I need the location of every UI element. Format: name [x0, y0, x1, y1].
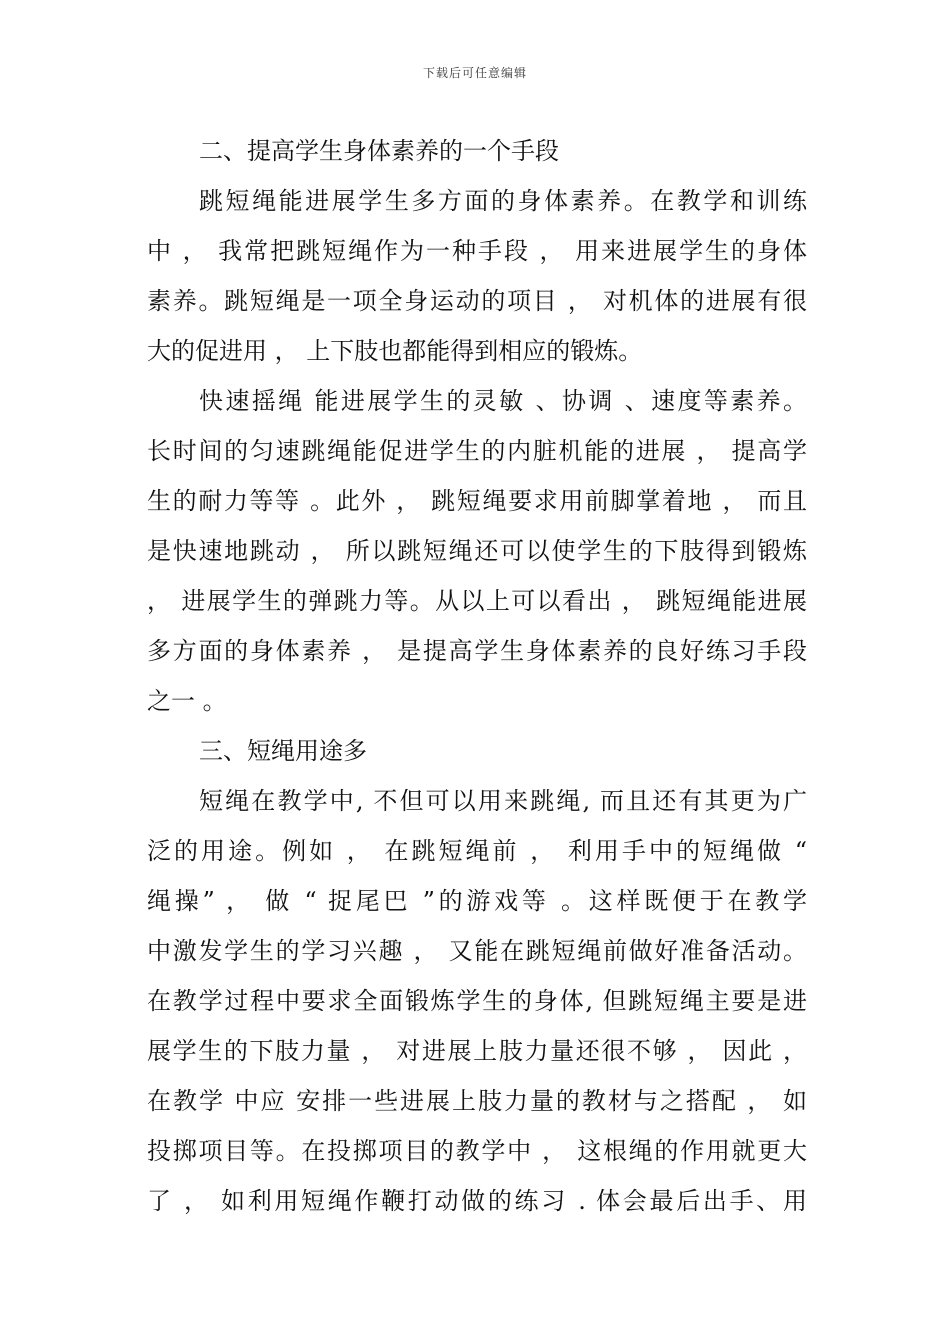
paragraph-line: 投掷项目等。在投掷项目的教学中 ， 这根绳的作用就更大: [147, 1137, 807, 1165]
paragraph-line: 绳操” ， 做 “ 捉尾巴 ”的游戏等 。这样既便于在教学: [147, 887, 807, 915]
paragraph-line: ， 进展学生的弹跳力等。从以上可以看出 ， 跳短绳能进展: [147, 587, 807, 615]
page-header: 下载后可任意编辑: [422, 66, 527, 80]
paragraph-line: 展学生的下肢力量 ， 对进展上肢力量还很不够 ， 因此 ，: [147, 1037, 807, 1065]
document-body: [147, 126, 807, 1226]
section-heading-2: 二、提高学生身体素养的一个手段: [199, 137, 559, 165]
paragraph-line: 之一 。: [147, 687, 227, 715]
paragraph-line: 短绳在教学中, 不但可以用来跳绳, 而且还有其更为广: [199, 787, 807, 815]
section-heading-3: 三、短绳用途多: [199, 737, 367, 765]
paragraph-line: 泛的用途。例如 ， 在跳短绳前 ， 利用手中的短绳做 “: [147, 837, 807, 865]
paragraph-line: 是快速地跳动 ， 所以跳短绳还可以使学生的下肢得到锻炼: [147, 537, 807, 565]
paragraph-line: 在教学过程中要求全面锻炼学生的身体, 但跳短绳主要是进: [147, 987, 807, 1015]
paragraph-line: 跳短绳能进展学生多方面的身体素养。在教学和训练: [199, 187, 807, 215]
paragraph-line: 大的促进用 ， 上下肢也都能得到相应的锻炼。: [147, 337, 643, 365]
paragraph-line: 生的耐力等等 。此外 ， 跳短绳要求用前脚掌着地 ， 而且: [147, 487, 807, 515]
paragraph-line: 长时间的匀速跳绳能促进学生的内脏机能的进展 ， 提高学: [147, 437, 807, 465]
paragraph-line: 素养。跳短绳是一项全身运动的项目 ， 对机体的进展有很: [147, 287, 807, 315]
paragraph-line: 了 ， 如利用短绳作鞭打动做的练习 . 体会最后出手、用: [147, 1187, 807, 1215]
paragraph-line: 多方面的身体素养 ， 是提高学生身体素养的良好练习手段: [147, 637, 807, 665]
paragraph-line: 中激发学生的学习兴趣 ， 又能在跳短绳前做好准备活动。: [147, 937, 807, 965]
paragraph-line: 在教学 中应 安排一些进展上肢力量的教材与之搭配 ， 如: [147, 1087, 807, 1115]
paragraph-line: 快速摇绳 能进展学生的灵敏 、协调 、速度等素养。: [199, 387, 807, 415]
paragraph-line: 中 ， 我常把跳短绳作为一种手段 ， 用来进展学生的身体: [147, 237, 807, 265]
